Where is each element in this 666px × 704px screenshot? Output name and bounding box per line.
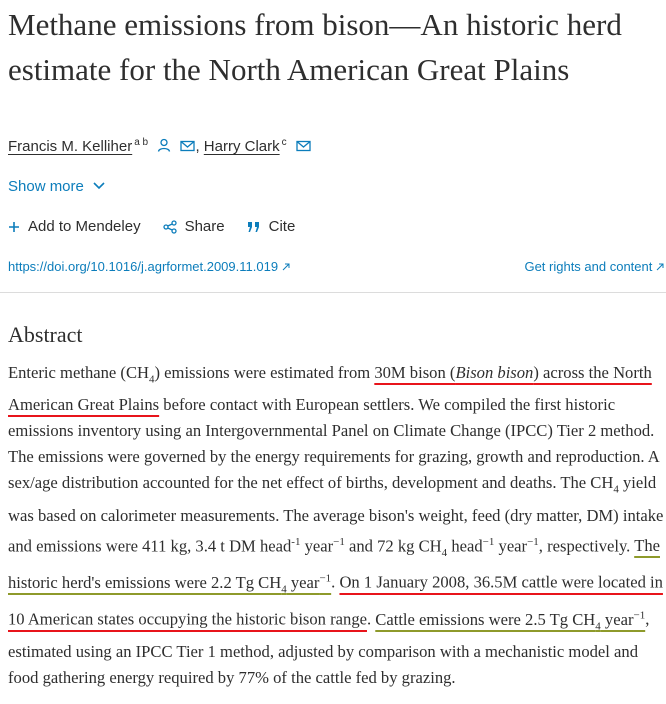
- share-label: Share: [184, 218, 225, 235]
- share-button[interactable]: [163, 218, 225, 235]
- share-icon: [163, 220, 177, 234]
- chevron-down-icon: [92, 181, 106, 191]
- rights-text: Get rights and content: [524, 259, 653, 274]
- highlight-cattle-count: On 1 January 2008, 36.5M cattle were located in 10 American states occupying the historic bison range: [8, 573, 663, 629]
- abstract-heading: Abstract: [8, 322, 83, 347]
- highlight-herd-emissions: The historic herd's emissions were 2.2 Tg $CH_4$ year$^{-1}$: [8, 536, 660, 596]
- author-list: [8, 137, 311, 156]
- section-divider: [0, 292, 666, 293]
- rights-link[interactable]: [524, 259, 664, 274]
- author-link-kelliher[interactable]: Francis M. Kelliher: [8, 138, 133, 155]
- author-affil-clark: c: [281, 137, 287, 148]
- highlight-cattle-emissions: Cattle emissions were 2.5 Tg $CH_4$ year$^{-1}$: [375, 609, 646, 633]
- cite-button[interactable]: [247, 218, 296, 235]
- article-title: Methane emissions from bison—An historic herd estimate for the North American Great Plains: [8, 7, 622, 87]
- author-link-clark[interactable]: Harry Clark: [203, 138, 280, 155]
- person-icon[interactable]: [157, 138, 171, 156]
- external-arrow-icon: [656, 263, 664, 271]
- quote-icon: [247, 221, 261, 233]
- highlight-bison-count: 30M bison (Bison bison) across the North American Great Plains: [8, 363, 652, 415]
- envelope-icon[interactable]: [296, 139, 311, 156]
- author-affil-kelliher: a b: [134, 137, 149, 148]
- author-separator: ,: [195, 138, 200, 155]
- external-arrow-icon: [282, 263, 290, 271]
- mendeley-label: Add to Mendeley: [28, 218, 141, 235]
- doi-text: https://doi.org/10.1016/j.agrformet.2009.11.019: [8, 259, 279, 274]
- add-to-mendeley-button[interactable]: [8, 218, 141, 235]
- show-more-label: Show more: [8, 178, 84, 195]
- doi-link[interactable]: [8, 259, 290, 274]
- cite-label: Cite: [268, 218, 296, 235]
- envelope-icon[interactable]: [180, 139, 195, 156]
- show-more-button[interactable]: [8, 178, 106, 195]
- article-actions: [8, 218, 295, 235]
- plus-icon: [8, 221, 20, 233]
- abstract-body: Enteric methane $(CH_4)$ emissions were estimated from 30M bison (Bison bison) across the North American Great Plains before contact with European settlers. We compiled the first historic emissions inventory using an Intergovernmental Panel on Climate Change (IPCC) Tier 2 method. The emissions were governed by the energy requirements for grazing, growth and reproduction. A sex/age distribution accounted for the net effect of births, development and deaths. The $CH_4$ yield was based on calorimeter measurements. The average bison's weight, feed (dry matter, DM) intake and emissions were 411 kg, 3.4 t DM head$^{-1}$ year$^{-1}$ and 72 kg $CH_4$ head$^{-1}$ year$^{-1}$, respectively. The historic herd's emissions were 2.2 Tg $CH_4$ year$^{-1}$. On 1 January 2008, 36.5M cattle were located in 10 American states occupying the historic bison range. Cattle emissions were 2.5 Tg $CH_4$ year$^{-1}$, estimated using an IPCC Tier 1 method, adjusted by comparison with a mechanistic model and food gathering energy required by 77% of the cattle fed by grazing.: [8, 363, 664, 688]
